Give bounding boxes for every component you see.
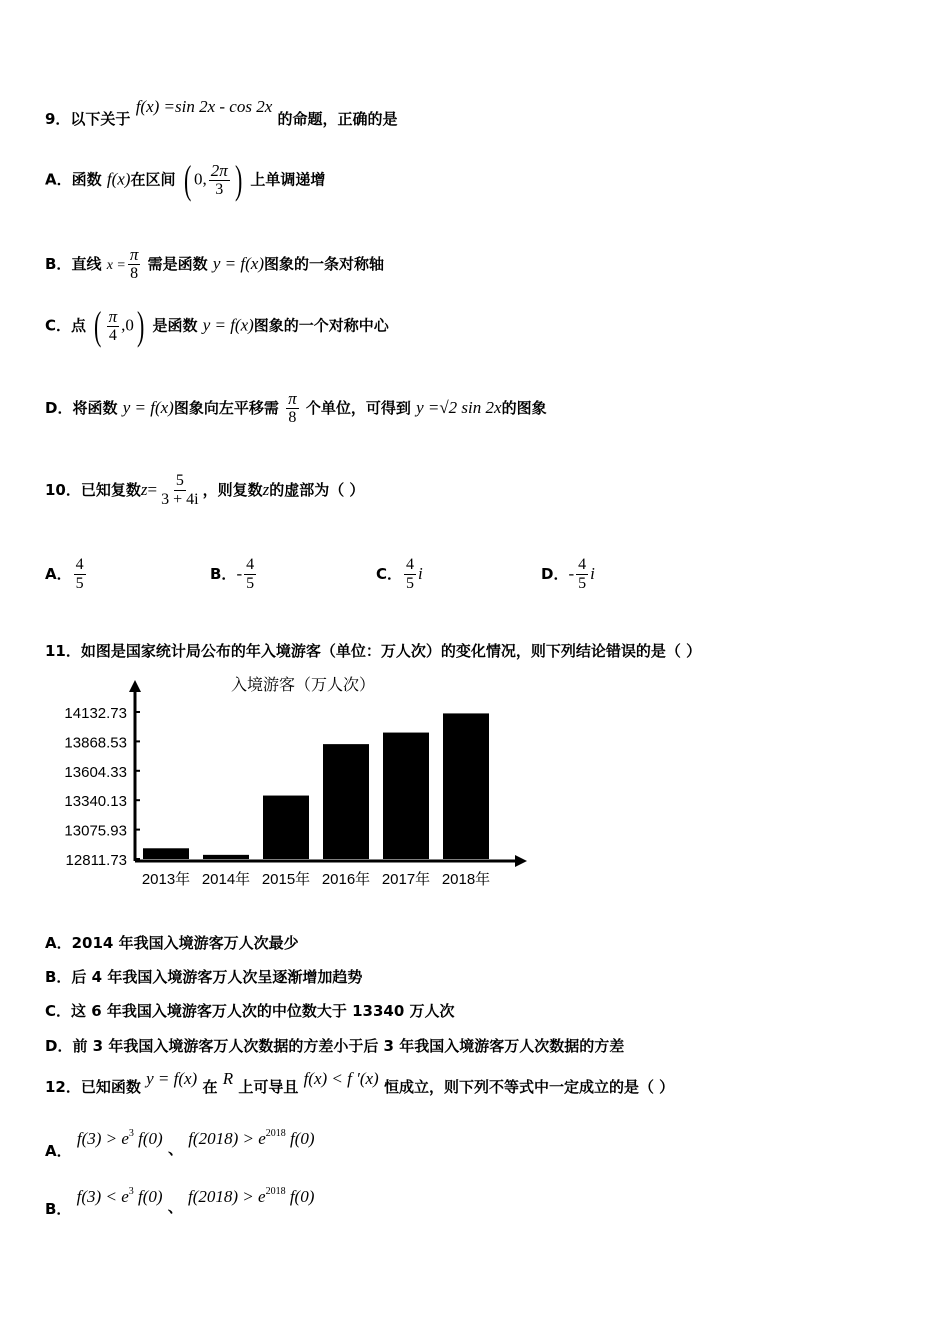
x-tick-label: 2018年 <box>441 871 491 888</box>
q9-option-b: B．直线 x = $\frac{\pi}{8}$ 需是函数 y = f(x)图象的一条对称轴 <box>45 245 384 282</box>
q10-option-c: C． $\frac{4}{5}$ i <box>376 556 423 592</box>
q9-function: f(x) =sin 2x - cos 2x <box>135 97 273 116</box>
q9-option-a: A．函数 f(x)在区间 ( 0, $\frac{2\pi}{3}$ ) 上单调递增 <box>45 157 326 202</box>
q9-option-d: D．将函数 y = f(x)图象向左平移需 $\frac{\pi}{8}$ 个单位，可得到 y =√2 sin 2x的图象 <box>45 389 547 426</box>
x-tick-label: 2015年 <box>261 871 311 888</box>
y-tick-label: 14132.73 <box>64 705 127 722</box>
x-axis-arrow <box>515 855 527 867</box>
x-tick-label: 2016年 <box>321 871 371 888</box>
bar-5 <box>443 713 489 859</box>
q9-stem: 9．以下关于 f(x) =sin 2x - cos 2x 的命题，正确的是 <box>45 97 398 128</box>
x-tick-label: 2017年 <box>381 871 431 888</box>
q12-option-b: B． $f(3) < e^3$ f(0) 、 $f(2018) > e^{2018}$ f(0) <box>45 1186 315 1218</box>
y-tick-label: 13075.93 <box>64 822 127 840</box>
bar-0 <box>143 848 189 859</box>
bar-3 <box>323 744 369 859</box>
q9-option-c: C．点 ( $\frac{\pi}{4}$ ,0) 是函数 y = f(x)图象的一个对称中心 <box>45 303 389 348</box>
q10-option-a: A． $\frac{4}{5}$ <box>45 556 84 592</box>
x-tick-label: 2013年 <box>141 871 191 888</box>
q10-option-b: B．- $\frac{4}{5}$ <box>210 556 255 592</box>
q10-option-d: D．- $\frac{4}{5}$ i <box>541 556 595 592</box>
x-tick-label: 2014年 <box>201 871 251 888</box>
tourist-bar-chart <box>45 672 535 894</box>
q11-option-d: D．前 3 年我国入境游客万人次数据的方差小于后 3 年我国入境游客万人次数据的方差 <box>45 1037 625 1055</box>
q11-stem: 11．如图是国家统计局公布的年入境游客（单位：万人次）的变化情况，则下列结论错误的是（ ） <box>45 642 702 660</box>
y-tick-label: 13868.53 <box>64 734 127 752</box>
y-tick-label: 13340.13 <box>64 793 127 811</box>
bar-4 <box>383 733 429 859</box>
q12-stem: 12．已知函数 y = f(x) 在 R 上可导且 f(x) < f ′(x) 恒成立，则下列不等式中一定成立的是（ ） <box>45 1069 675 1096</box>
bar-1 <box>203 855 249 859</box>
q12-option-a: A． $f(3) > e^3$ f(0) 、 $f(2018) > e^{2018}$ f(0) <box>45 1128 315 1160</box>
y-tick-label: 12811.73 <box>65 852 127 869</box>
chart-title: 入境游客（万人次） <box>230 677 376 694</box>
y-axis-arrow <box>129 680 141 692</box>
y-tick-label: 13604.33 <box>64 763 127 781</box>
q11-option-c: C．这 6 年我国入境游客万人次的中位数大于 13340 万人次 <box>45 1002 455 1020</box>
q10-stem: 10．已知复数z= $\frac{5}{3 + 4i}$ ，则复数z的虚部为（ ） <box>45 472 365 508</box>
q11-option-b: B．后 4 年我国入境游客万人次呈逐渐增加趋势 <box>45 968 363 986</box>
q11-option-a: A．2014 年我国入境游客万人次最少 <box>45 934 299 952</box>
bar-2 <box>263 796 309 859</box>
